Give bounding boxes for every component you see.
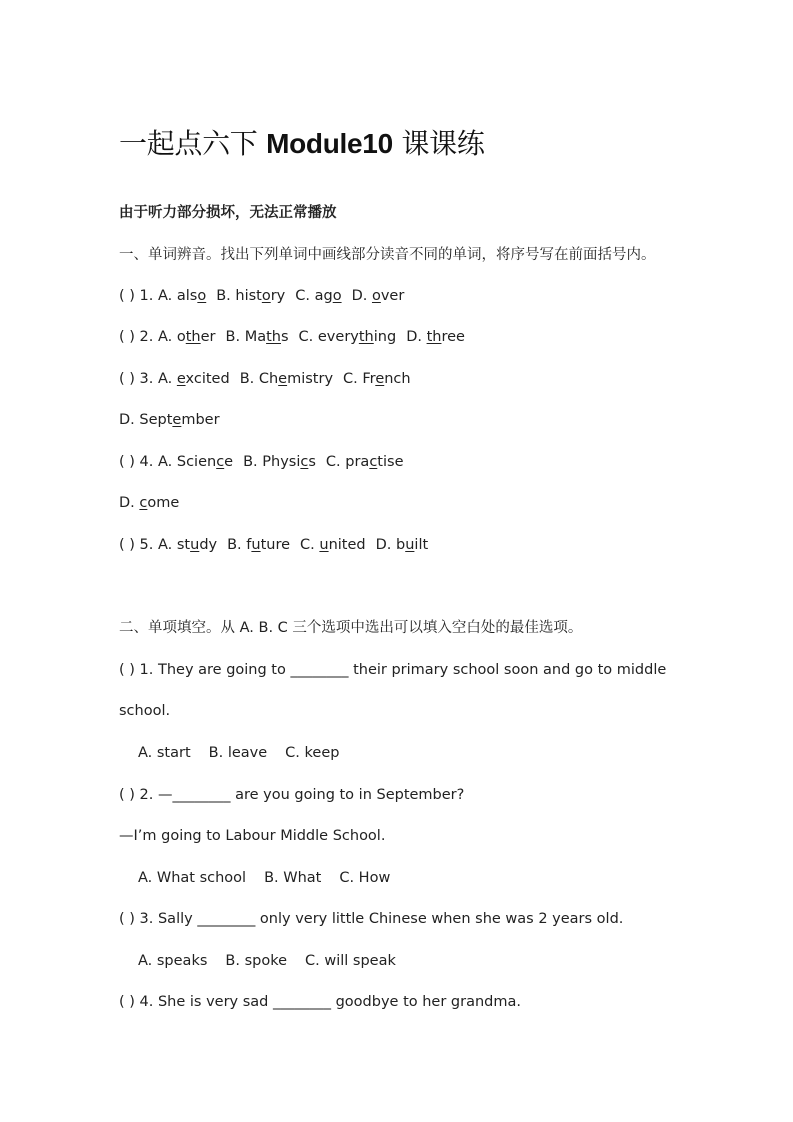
s1-question-4-option-d: D. come: [119, 495, 180, 511]
s1-question-2: [119, 327, 465, 347]
s1-question-3-option-d: D. September: [119, 412, 220, 428]
section1-heading: 一、单词辨音。找出下列单词中画线部分读音不同的单词，将序号写在前面括号内。: [119, 247, 656, 263]
option-b: B. Maths: [225, 329, 289, 345]
option-c: C. united: [300, 537, 366, 553]
title-cn-suffix: 课课练: [392, 127, 485, 160]
s2-question-2-answer: —I’m going to Labour Middle School.: [119, 828, 386, 844]
question-number: ( ) 3.: [119, 371, 158, 387]
s1-question-5: [119, 535, 428, 555]
option-d: D. built: [375, 537, 429, 553]
s2-question-4: ( ) 4. She is very sad ________ goodbye to her grandma.: [119, 994, 521, 1010]
option-b: B. history: [216, 288, 286, 304]
option-c: C. ago: [295, 288, 342, 304]
option-a: A. other: [157, 329, 216, 345]
listening-note: 由于听力部分损坏，无法正常播放: [119, 205, 337, 221]
option-a: A. excited: [157, 371, 230, 387]
option-a: A. What school: [138, 870, 247, 886]
option-a: A. Science: [157, 454, 234, 470]
title-cn-prefix: 一起点六下: [119, 127, 267, 160]
section2-heading: 二、单项填空。从 A. B. C 三个选项中选出可以填入空白处的最佳选项。: [119, 620, 583, 636]
option-b: B. leave: [208, 745, 268, 761]
option-b: B. Chemistry: [239, 371, 334, 387]
s1-question-3: [119, 369, 411, 389]
s2-question-2: ( ) 2. —________ are you going to in September?: [119, 787, 465, 803]
option-d: D. over: [351, 288, 405, 304]
option-d: D. three: [406, 329, 465, 345]
s2-question-3: ( ) 3. Sally ________ only very little Chinese when she was 2 years old.: [119, 911, 624, 927]
s2-question-2-options: [138, 868, 390, 888]
option-a: A. study: [157, 537, 218, 553]
option-b: B. Physics: [243, 454, 316, 470]
question-number: ( ) 4.: [119, 454, 158, 470]
s2-question-1-continued: school.: [119, 703, 171, 719]
option-b: B. spoke: [225, 953, 288, 969]
option-a: A. also: [157, 288, 207, 304]
option-c: C. everything: [298, 329, 397, 345]
page-title: [119, 124, 485, 164]
s1-question-1: [119, 286, 404, 306]
s2-question-3-options: [138, 951, 396, 971]
option-c: C. keep: [285, 745, 340, 761]
s2-question-1-options: [138, 743, 339, 763]
option-c: C. will speak: [305, 953, 396, 969]
option-c: C. French: [343, 371, 411, 387]
option-a: A. start: [138, 745, 191, 761]
s1-question-4: [119, 452, 404, 472]
title-module: Module10: [266, 128, 393, 159]
question-number: ( ) 2.: [119, 329, 158, 345]
option-c: C. practise: [325, 454, 404, 470]
option-b: B. future: [227, 537, 291, 553]
question-number: ( ) 5.: [119, 537, 158, 553]
option-a: A. speaks: [138, 953, 208, 969]
question-number: ( ) 1.: [119, 288, 158, 304]
option-b: B. What: [264, 870, 322, 886]
s2-question-1: ( ) 1. They are going to ________ their primary school soon and go to middle: [119, 662, 667, 678]
option-c: C. How: [339, 870, 391, 886]
